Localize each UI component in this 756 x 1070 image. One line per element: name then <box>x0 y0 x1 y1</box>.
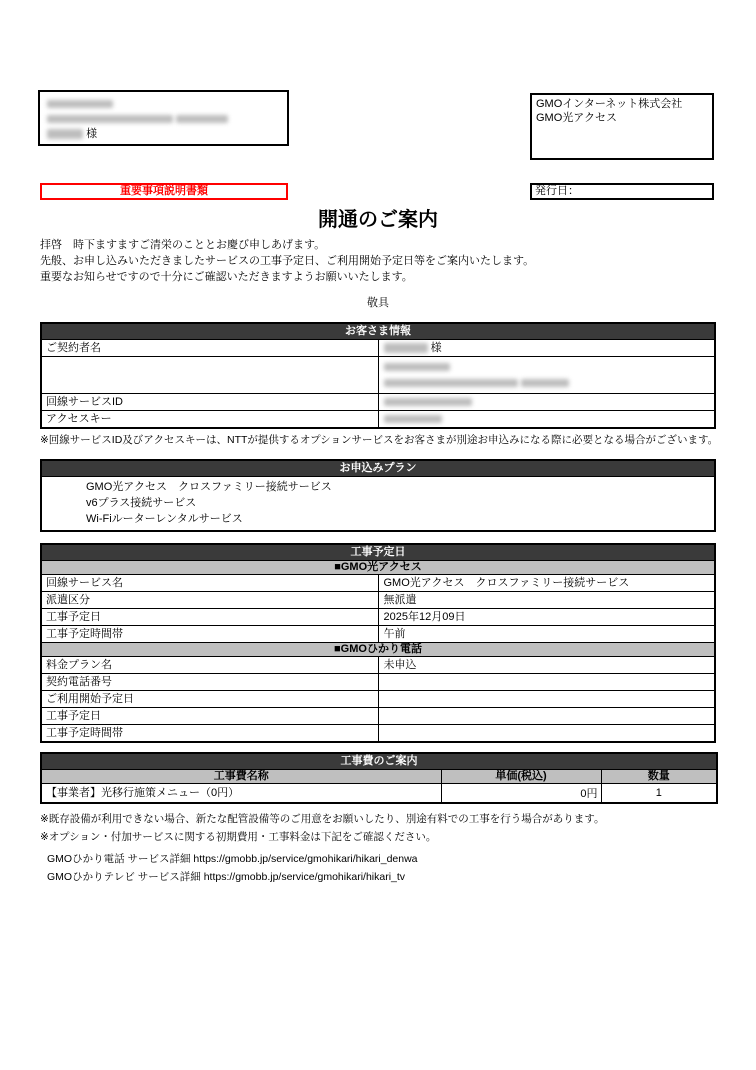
recipient-honorific: 様 <box>86 128 98 140</box>
redacted-text <box>384 363 450 371</box>
row-value: 無派遣 <box>378 592 715 609</box>
greeting-block <box>40 237 716 285</box>
row-label <box>41 357 378 394</box>
recipient-postal-code <box>47 97 280 112</box>
redacted-text <box>47 100 113 108</box>
row-label: 契約電話番号 <box>41 674 378 691</box>
table-column-header-row <box>41 770 717 784</box>
sender-box <box>530 93 714 160</box>
greeting-line-2: 先般、お申し込みいただきましたサービスの工事予定日、ご利用開始予定日等をご案内いたします。 <box>40 255 535 267</box>
fee-name-value: 【事業者】光移行施策メニュー（0円） <box>41 784 441 804</box>
plan-items-cell <box>41 477 715 532</box>
row-label: 工事予定時間帯 <box>41 626 378 643</box>
issue-date-box <box>530 183 714 200</box>
honorific: 様 <box>430 342 442 354</box>
stamp-label: 重要事項説明書類 <box>120 185 208 197</box>
sender-company: GMOインターネット株式会社 <box>536 98 683 110</box>
row-label: アクセスキー <box>41 411 378 429</box>
table-header-row <box>41 460 715 477</box>
access-key-value <box>378 411 715 429</box>
row-label: 回線サービス名 <box>41 575 378 592</box>
customer-info-note: ※回線サービスID及びアクセスキーは、NTTが提供するオプションサービスをお客さまが別途お申込みになる際に必要となる場合がございます。 <box>40 434 719 446</box>
plan-item: GMO光アクセス クロスファミリー接続サービス <box>86 481 332 493</box>
fees-note-2: ※オプション・付加サービスに関する初期費用・工事料金は下記をご確認ください。 <box>40 830 437 843</box>
table-row <box>41 394 715 411</box>
greeting-line-3: 重要なお知らせですので十分にご確認いただきますようお願いいたします。 <box>40 271 413 283</box>
table-subheader-row <box>41 561 715 575</box>
page-title: 開通のご案内 <box>318 209 438 231</box>
row-value <box>378 674 715 691</box>
row-label: 料金プラン名 <box>41 657 378 674</box>
row-label: 工事予定日 <box>41 609 378 626</box>
fees-column-quantity: 数量 <box>601 770 717 784</box>
plan-item: v6プラス接続サービス <box>86 497 197 509</box>
plan-item: Wi-Fiルーターレンタルサービス <box>86 513 243 525</box>
construction-schedule-table <box>40 543 716 743</box>
sender-service: GMO光アクセス <box>536 112 617 124</box>
table-row <box>41 609 715 626</box>
redacted-text <box>47 129 83 139</box>
fee-price-value: 0円 <box>441 784 601 804</box>
customer-info-table <box>40 322 716 429</box>
hikari-tv-service-link: GMOひかりテレビ サービス詳細 https://gmobb.jp/service/gmohikari/hikari_tv <box>47 871 406 883</box>
construction-subheader-hikari-access: ■GMO光アクセス <box>41 561 715 575</box>
row-value: 2025年12月09日 <box>378 609 715 626</box>
table-row <box>41 626 715 643</box>
construction-fees-table <box>40 752 718 804</box>
row-value: 午前 <box>378 626 715 643</box>
greeting-line-1: 拝啓 時下ますますご清栄のこととお慶び申しあげます。 <box>40 239 326 251</box>
row-value <box>378 691 715 708</box>
redacted-text <box>176 115 228 123</box>
fees-note-1: ※既存設備が利用できない場合、新たな配管設備等のご用意をお願いしたり、別途有料での工事を行う場合があります。 <box>40 813 605 825</box>
fees-notes <box>40 811 756 846</box>
table-header-row <box>41 753 717 770</box>
table-row <box>41 357 715 394</box>
line-service-id-value <box>378 394 715 411</box>
redacted-text <box>384 379 518 387</box>
row-value: 未申込 <box>378 657 715 674</box>
table-row <box>41 725 715 743</box>
row-label: 回線サービスID <box>41 394 378 411</box>
table-row <box>41 340 715 357</box>
plan-header: お申込みプラン <box>41 460 715 477</box>
table-row <box>41 674 715 691</box>
important-document-stamp <box>40 183 288 200</box>
document-header <box>0 0 756 208</box>
row-value <box>378 708 715 725</box>
fee-quantity-value: 1 <box>601 784 717 804</box>
fees-header: 工事費のご案内 <box>41 753 717 770</box>
recipient-address <box>47 112 280 127</box>
row-label: 派遣区分 <box>41 592 378 609</box>
issue-date-label: 発行日： <box>535 185 579 197</box>
table-row <box>41 575 715 592</box>
table-row <box>41 411 715 429</box>
redacted-text <box>47 115 173 123</box>
redacted-text <box>384 343 428 353</box>
construction-subheader-hikari-denwa: ■GMOひかり電話 <box>41 643 715 657</box>
table-row <box>41 784 717 804</box>
contract-address-value <box>378 357 715 394</box>
hikari-denwa-service-link: GMOひかり電話 サービス詳細 https://gmobb.jp/service/gmohikari/hikari_denwa <box>47 853 418 865</box>
row-label: 工事予定時間帯 <box>41 725 378 743</box>
row-label: 工事予定日 <box>41 708 378 725</box>
row-value <box>378 725 715 743</box>
table-header-row <box>41 544 715 561</box>
redacted-text <box>384 415 442 423</box>
redacted-text <box>521 379 569 387</box>
row-label: ご契約者名 <box>41 340 378 357</box>
table-row <box>41 592 715 609</box>
table-subheader-row <box>41 643 715 657</box>
table-row <box>41 708 715 725</box>
redacted-text <box>384 398 472 406</box>
table-row <box>41 477 715 532</box>
recipient-address-box <box>38 90 289 146</box>
service-detail-links <box>47 850 756 886</box>
table-row <box>41 657 715 674</box>
row-label: ご利用開始予定日 <box>41 691 378 708</box>
contract-name-value <box>378 340 715 357</box>
plan-table <box>40 459 716 532</box>
table-header-row <box>41 323 715 340</box>
fees-column-name: 工事費名称 <box>41 770 441 784</box>
row-value: GMO光アクセス クロスファミリー接続サービス <box>378 575 715 592</box>
fees-column-unit-price: 単価(税込) <box>441 770 601 784</box>
customer-info-header: お客さま情報 <box>41 323 715 340</box>
table-row <box>41 691 715 708</box>
closing-word: 敬具 <box>367 297 389 309</box>
recipient-name <box>47 127 280 142</box>
construction-header: 工事予定日 <box>41 544 715 561</box>
